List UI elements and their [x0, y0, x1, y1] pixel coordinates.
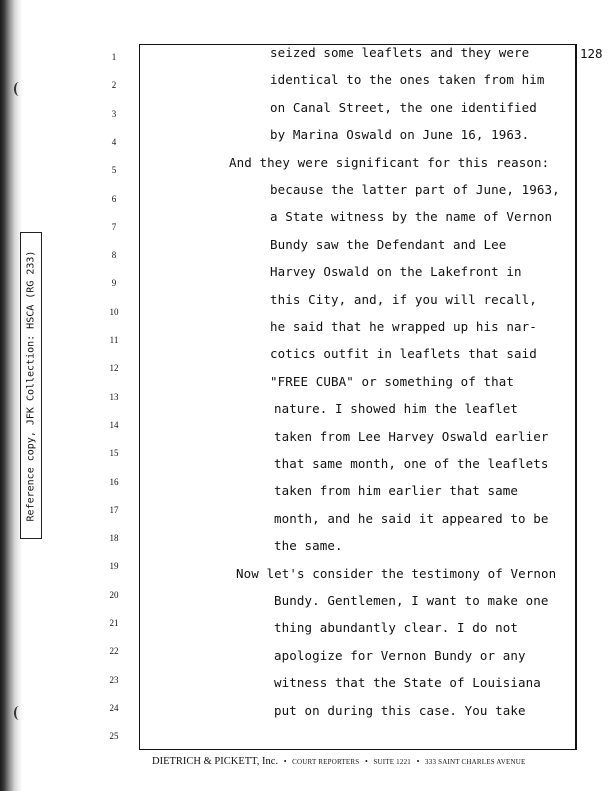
line-number: 3 [111, 108, 117, 119]
footer-reporters: COURT REPORTERS [292, 758, 360, 766]
scan-edge-shadow [0, 0, 22, 791]
transcript-line: he said that he wrapped up his nar- [270, 319, 537, 334]
footer-suite: SUITE 1221 [373, 758, 411, 766]
transcript-line: Harvey Oswald on the Lakefront in [270, 264, 522, 280]
transcript-line: because the latter part of June, 1963, [270, 182, 560, 197]
reference-stamp-text: Reference copy, JFK Collection: HSCA (RG 233) [25, 250, 37, 521]
line-number: 23 [109, 674, 119, 685]
transcript-line: witness that the State of Louisiana [274, 675, 541, 691]
line-number: 16 [109, 476, 119, 487]
transcript-line: identical to the ones taken from him [270, 72, 545, 88]
line-number: 7 [111, 221, 117, 232]
transcript-line: "FREE CUBA" or something of that [270, 373, 515, 389]
transcript-line: nature. I showed him the leaflet [274, 401, 519, 417]
line-number: 18 [109, 533, 119, 544]
line-number: 12 [109, 363, 119, 374]
transcript-frame [139, 44, 577, 750]
transcript-line: that same month, one of the leaflets [274, 456, 549, 471]
transcript-line: month, and he said it appeared to be [274, 510, 549, 526]
line-number: 11 [109, 335, 119, 345]
transcript-line: on Canal Street, the one identified [270, 99, 537, 115]
transcript-line: this City, and, if you will recall, [270, 291, 537, 307]
transcript-line: Bundy saw the Defendant and Lee [270, 236, 507, 252]
transcript-line: cotics outfit in leaflets that said [270, 346, 537, 362]
footer-separator: • [416, 757, 420, 766]
transcript-line: Bundy. Gentlemen, I want to make one [274, 593, 549, 608]
line-number: 8 [111, 250, 117, 261]
transcript-line: Now let's consider the testimony of Vernon [236, 565, 557, 581]
line-number: 4 [111, 136, 117, 147]
line-number: 19 [109, 561, 119, 572]
line-number: 22 [109, 646, 119, 657]
line-number: 9 [111, 278, 117, 289]
transcript-line: the same. [274, 538, 343, 554]
line-number: 13 [109, 391, 119, 402]
line-number: 1 [111, 52, 117, 62]
transcript-line: taken from Lee Harvey Oswald earlier [274, 428, 549, 444]
line-number: 25 [109, 731, 119, 742]
line-number: 17 [109, 504, 119, 515]
transcript-line: put on during this case. You take [274, 702, 526, 718]
footer-separator: • [364, 757, 368, 766]
transcript-line: taken from him earlier that same [274, 483, 519, 499]
line-number: 15 [109, 448, 119, 459]
line-number: 24 [109, 702, 119, 713]
page-number: 128 [580, 46, 603, 61]
line-number: 2 [111, 80, 117, 91]
line-number: 21 [109, 618, 119, 628]
line-number: 10 [109, 306, 119, 317]
transcript-line: thing abundantly clear. I do not [274, 620, 519, 636]
reporter-footer [152, 756, 525, 767]
line-number: 14 [109, 419, 119, 430]
binding-mark-icon [14, 706, 24, 720]
line-number: 20 [109, 589, 119, 600]
line-number: 6 [111, 193, 117, 204]
footer-separator: • [283, 757, 287, 766]
footer-address: 333 SAINT CHARLES AVENUE [425, 758, 526, 766]
footer-firm: DIETRICH & PICKETT, Inc. [152, 756, 279, 767]
transcript-line: And they were significant for this reason: [229, 154, 550, 170]
transcript-line: a State witness by the name of Vernon [270, 209, 553, 225]
line-number: 5 [111, 165, 117, 176]
reference-stamp [20, 232, 42, 539]
binding-mark-icon [14, 82, 24, 96]
transcript-line: apologize for Vernon Bundy or any [274, 647, 526, 663]
transcript-line: by Marina Oswald on June 16, 1963. [270, 127, 530, 143]
transcript-line: seized some leaflets and they were [270, 45, 530, 60]
